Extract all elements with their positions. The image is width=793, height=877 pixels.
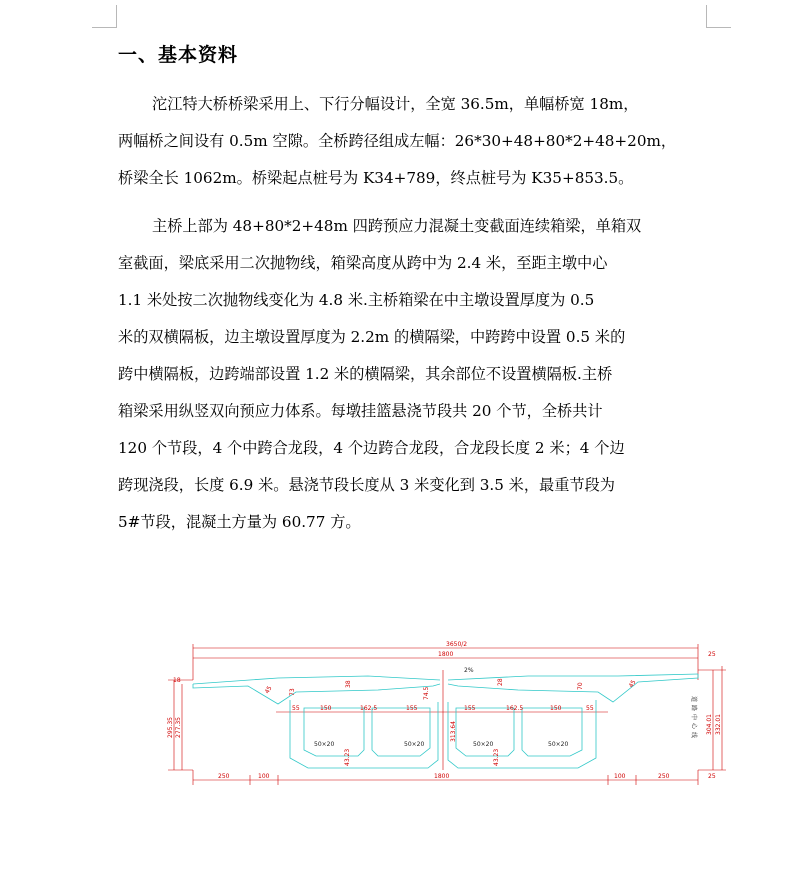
dim-top-width: 1800 bbox=[438, 651, 454, 658]
paragraph-line: 120 个节段，4 个中跨合龙段，4 个边跨合龙段，合龙段长度 2 米；4 个边 bbox=[118, 439, 625, 457]
dim-left-h1: 295.35 bbox=[167, 717, 174, 738]
haunch-label: 50×20 bbox=[548, 741, 569, 748]
paragraph-line: 箱梁采用纵竖双向预应力体系。每墩挂篮悬浇节段共 20 个节，全桥共计 bbox=[118, 402, 603, 420]
dim-web-c: 155 bbox=[406, 705, 418, 712]
dim-web-a-right: 150 bbox=[550, 705, 562, 712]
dim-left-top: 18 bbox=[173, 677, 181, 684]
dim-web-d-right: 55 bbox=[586, 705, 594, 712]
dim-flange-b: 73 bbox=[289, 688, 296, 696]
paragraph-line: 室截面，梁底采用二次抛物线，箱梁高度从跨中为 2.4 米，至距主墩中心 bbox=[118, 254, 608, 272]
section-heading: 一、基本资料 bbox=[118, 44, 239, 66]
paragraph-basic-info bbox=[118, 86, 714, 197]
dim-bottom-slab: 43.23 bbox=[344, 748, 351, 766]
dim-bottom-slab-right: 43.23 bbox=[493, 748, 500, 766]
paragraph-line: 桥梁全长 1062m。桥梁起点桩号为 K34+789，终点桩号为 K35+853.5。 bbox=[118, 169, 634, 187]
dim-web-a: 150 bbox=[320, 705, 332, 712]
cross-slope-label: 2% bbox=[464, 667, 474, 674]
haunch-label: 50×20 bbox=[314, 741, 335, 748]
haunch-label: 50×20 bbox=[473, 741, 494, 748]
dim-center-h: 313.64 bbox=[450, 721, 457, 742]
page-corner-mark-left bbox=[92, 5, 117, 28]
dim-web-b-right: 162.5 bbox=[506, 705, 524, 712]
paragraph-line: 5#节段，混凝土方量为 60.77 方。 bbox=[118, 513, 361, 531]
dim-bottom-left-a: 250 bbox=[218, 773, 230, 780]
dim-flange-d: 28 bbox=[497, 678, 504, 686]
paragraph-line: 两幅桥之间设有 0.5m 空隙。全桥跨径组成左幅：26*30+48+80*2+48+20m， bbox=[118, 132, 677, 150]
dim-top-right: 25 bbox=[708, 651, 716, 658]
dim-web-d: 55 bbox=[292, 705, 300, 712]
page-corner-mark-right bbox=[706, 5, 731, 28]
dim-web-b: 162.5 bbox=[360, 705, 378, 712]
box-girder-cross-section-drawing bbox=[168, 630, 728, 790]
dim-bottom-width: 1800 bbox=[434, 773, 450, 780]
dim-top-total: 3650/2 bbox=[446, 641, 468, 648]
dim-left-h2: 277.35 bbox=[175, 717, 182, 738]
paragraph-line: 跨中横隔板，边跨端部设置 1.2 米的横隔梁，其余部位不设置横隔板.主桥 bbox=[118, 365, 613, 383]
dim-bottom-right-c: 25 bbox=[708, 773, 716, 780]
paragraph-line: 1.1 米处按二次抛物线变化为 4.8 米.主桥箱梁在中主墩设置厚度为 0.5 bbox=[118, 291, 595, 309]
paragraph-line: 沱江特大桥桥梁采用上、下行分幅设计，全宽 36.5m，单幅桥宽 18m， bbox=[152, 95, 639, 113]
dim-bottom-right-a: 250 bbox=[658, 773, 670, 780]
road-centerline-label: 道路中心线 bbox=[690, 696, 697, 742]
dim-flange-a-right: 45 bbox=[627, 678, 638, 689]
dim-right-h2: 332.01 bbox=[715, 714, 722, 735]
dimension-lines bbox=[168, 644, 726, 785]
paragraph-line: 主桥上部为 48+80*2+48m 四跨预应力混凝土变截面连续箱梁，单箱双 bbox=[152, 217, 642, 235]
dim-web-c-right: 155 bbox=[464, 705, 476, 712]
haunch-label: 50×20 bbox=[404, 741, 425, 748]
dim-flange-e: 70 bbox=[577, 682, 584, 690]
dim-right-h1: 304.01 bbox=[706, 714, 713, 735]
dim-bottom-left-b: 100 bbox=[258, 773, 270, 780]
paragraph-superstructure bbox=[118, 208, 714, 541]
dim-bottom-right-b: 100 bbox=[614, 773, 626, 780]
dim-flange-c: 38 bbox=[345, 680, 352, 688]
dim-flange-a: 45 bbox=[263, 684, 274, 695]
paragraph-line: 米的双横隔板，边主墩设置厚度为 2.2m 的横隔梁，中跨跨中设置 0.5 米的 bbox=[118, 328, 626, 346]
dim-center-w: 74.5 bbox=[423, 686, 430, 700]
paragraph-line: 跨现浇段，长度 6.9 米。悬浇节段长度从 3 米变化到 3.5 米，最重节段为 bbox=[118, 476, 615, 494]
